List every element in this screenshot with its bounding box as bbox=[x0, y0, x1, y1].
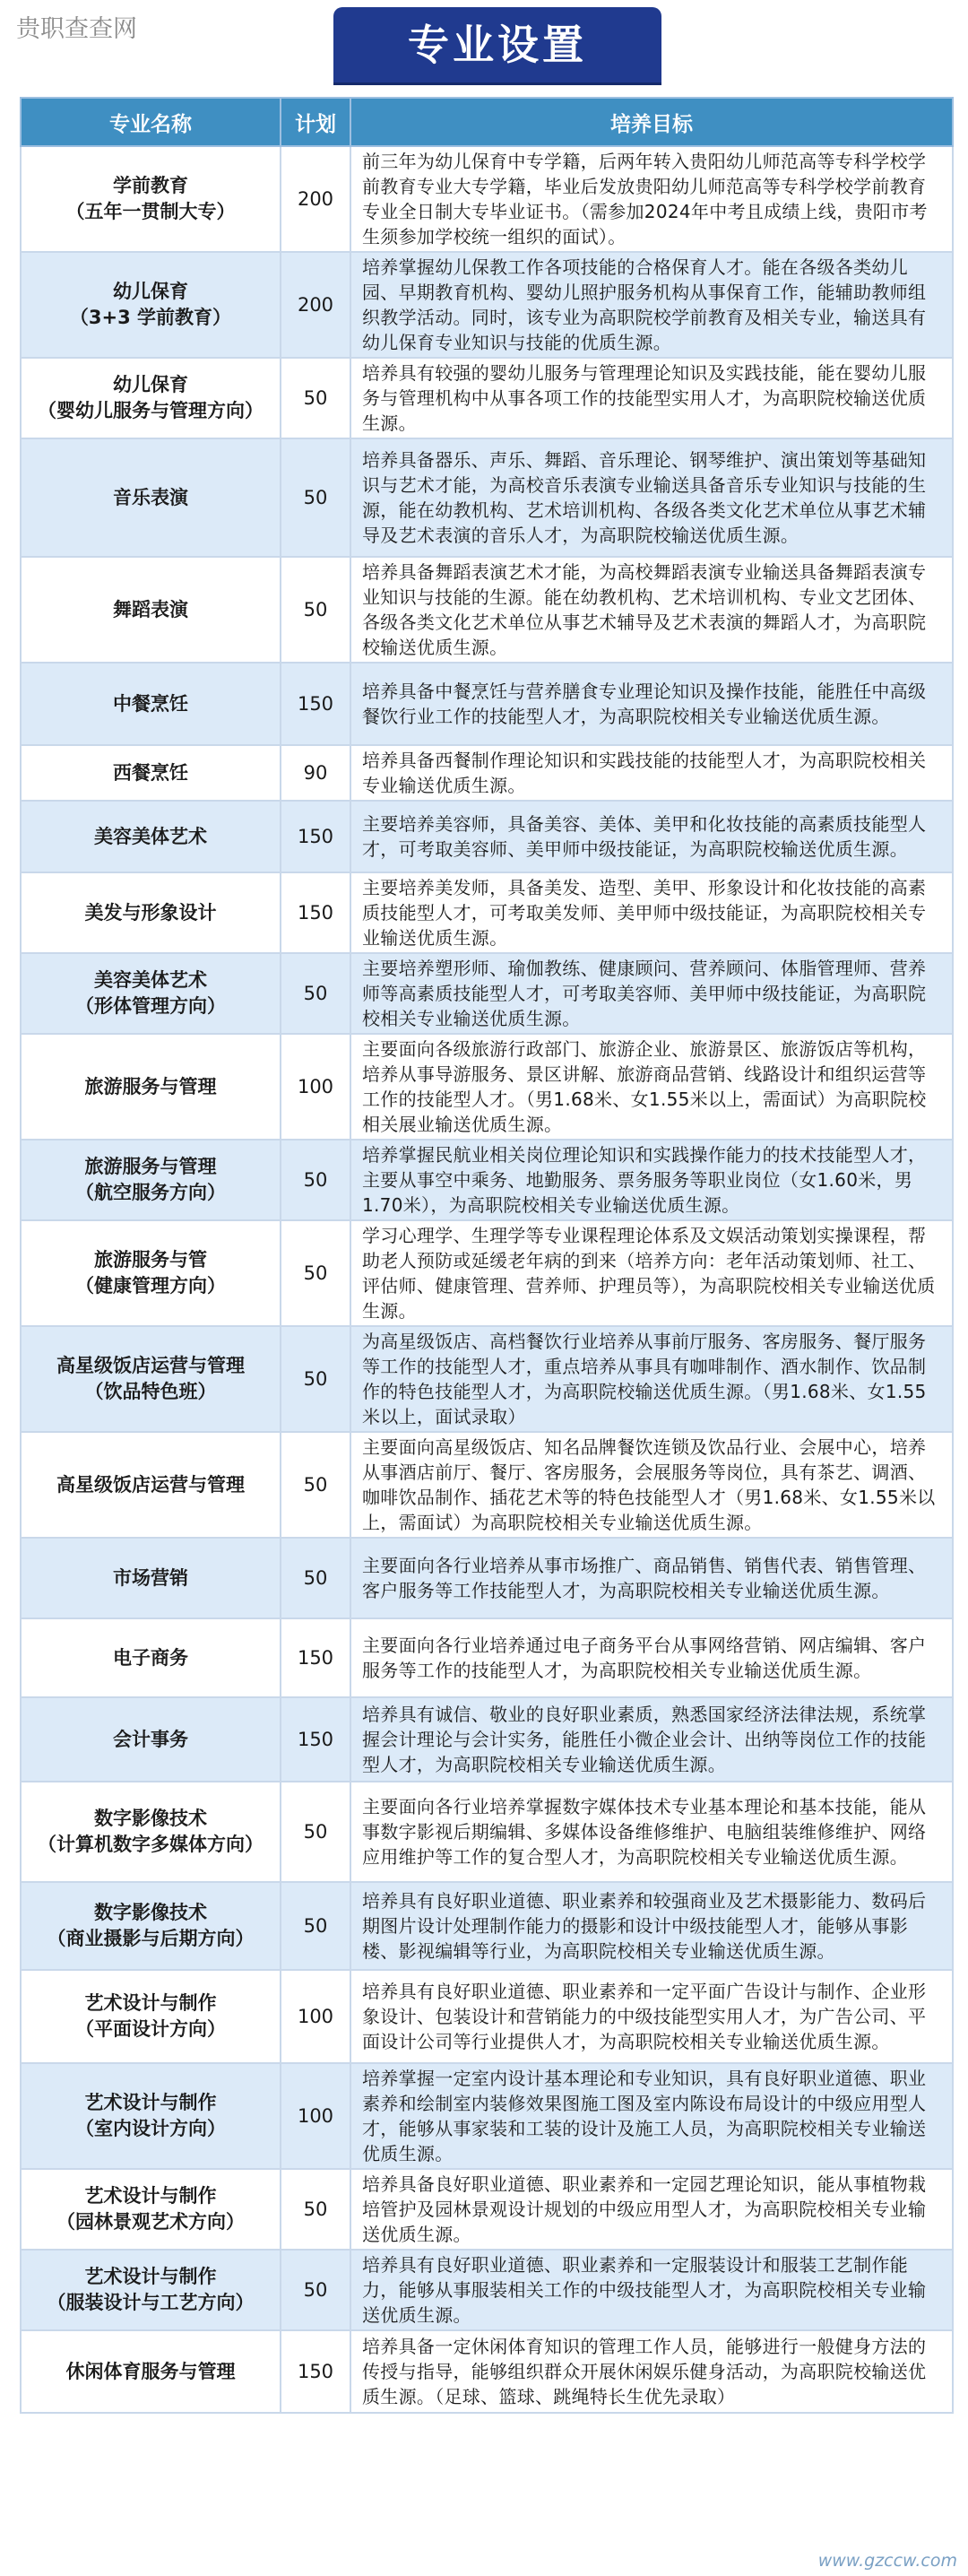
program-goal: 培养具有诚信、敬业的良好职业素质，熟悉国家经济法律法规，系统掌握会计理论与会计实务，能胜任小微企业会计、出纳等岗位工作的技能型人才，为高职院校相关专业输送优质生源。 bbox=[350, 1697, 953, 1782]
program-name bbox=[21, 801, 281, 872]
program-plan: 150 bbox=[281, 1697, 350, 1782]
table-row bbox=[21, 1034, 953, 1140]
program-plan: 50 bbox=[281, 438, 350, 557]
column-header-name: 专业名称 bbox=[21, 98, 281, 146]
page-title: 专业设置 bbox=[408, 21, 587, 69]
program-name-line: 市场营销 bbox=[113, 1566, 188, 1589]
program-name-line: 学前教育 bbox=[113, 175, 188, 196]
program-goal: 培养具备舞蹈表演艺术才能，为高校舞蹈表演专业输送具备舞蹈表演专业知识与技能的生源。能在幼教机构、艺术培训机构、专业文艺团体、各级各类文化艺术单位从事艺术辅导及艺术表演的舞蹈人才，为高职院校输送优质生源。 bbox=[350, 557, 953, 663]
program-name bbox=[21, 663, 281, 745]
table-header-row bbox=[21, 98, 953, 146]
program-name-line: 舞蹈表演 bbox=[113, 598, 188, 620]
program-name-line: 数字影像技术 bbox=[94, 1902, 207, 1923]
program-name-line: （计算机数字多媒体方向） bbox=[38, 1834, 264, 1855]
program-name bbox=[21, 1970, 281, 2063]
program-name-line: （室内设计方向） bbox=[75, 2118, 226, 2139]
program-plan: 90 bbox=[281, 745, 350, 801]
column-header-plan: 计划 bbox=[281, 98, 350, 146]
program-name-line: 艺术设计与制作 bbox=[84, 2185, 217, 2207]
table-row bbox=[21, 2330, 953, 2413]
table-row bbox=[21, 2063, 953, 2169]
program-goal: 培养具备一定休闲体育知识的管理工作人员，能够进行一般健身方法的传授与指导，能够组织群众开展休闲娱乐健身活动，为高职院校输送优质生源。（足球、篮球、跳绳特长生优先录取） bbox=[350, 2330, 953, 2413]
program-name bbox=[21, 438, 281, 557]
table-row bbox=[21, 358, 953, 438]
program-name bbox=[21, 358, 281, 438]
program-plan: 100 bbox=[281, 1970, 350, 2063]
program-goal: 培养掌握民航业相关岗位理论知识和实践操作能力的技术技能型人才，主要从事空中乘务、地勤服务、票务服务等职业岗位（女1.60米，男1.70米），为高职院校相关专业输送优质生源。 bbox=[350, 1140, 953, 1220]
program-plan: 50 bbox=[281, 953, 350, 1034]
program-name-line: 高星级饭店运营与管理 bbox=[56, 1473, 245, 1496]
program-goal: 培养具备中餐烹饪与营养膳食专业理论知识及操作技能，能胜任中高级餐饮行业工作的技能型人才，为高职院校相关专业输送优质生源。 bbox=[350, 663, 953, 745]
program-name-line: 西餐烹饪 bbox=[113, 761, 188, 784]
program-name-line: 中餐烹饪 bbox=[113, 692, 188, 715]
program-name bbox=[21, 1538, 281, 1618]
program-goal: 培养具有良好职业道德、职业素养和一定平面广告设计与制作、企业形象设计、包装设计和营销能力的中级技能型实用人才，为广告公司、平面设计公司等行业提供人才，为高职院校相关专业输送优质生源。 bbox=[350, 1970, 953, 2063]
program-name-line: （饮品特色班） bbox=[84, 1381, 217, 1402]
header bbox=[0, 0, 968, 97]
program-plan: 50 bbox=[281, 1140, 350, 1220]
program-name-line: （五年一贯制大专） bbox=[65, 201, 236, 222]
program-name bbox=[21, 2063, 281, 2169]
program-name-line: 旅游服务与管理 bbox=[84, 1156, 217, 1177]
table-row bbox=[21, 953, 953, 1034]
program-plan: 50 bbox=[281, 2169, 350, 2250]
table-row bbox=[21, 1782, 953, 1882]
table-row bbox=[21, 252, 953, 358]
program-plan: 50 bbox=[281, 358, 350, 438]
program-goal: 主要面向各行业培养通过电子商务平台从事网络营销、网店编辑、客户服务等工作的技能型人才，为高职院校相关专业输送优质生源。 bbox=[350, 1618, 953, 1697]
program-goal: 培养具备西餐制作理论知识和实践技能的技能型人才，为高职院校相关专业输送优质生源。 bbox=[350, 745, 953, 801]
program-plan: 100 bbox=[281, 1034, 350, 1140]
program-name bbox=[21, 252, 281, 358]
program-name-line: （服装设计与工艺方向） bbox=[47, 2292, 255, 2313]
title-banner bbox=[333, 7, 661, 82]
program-plan: 200 bbox=[281, 146, 350, 252]
program-goal: 培养具有良好职业道德、职业素养和较强商业及艺术摄影能力、数码后期图片设计处理制作能力的摄影和设计中级技能型人才，能够从事影楼、影视编辑等行业，为高职院校相关专业输送优质生源。 bbox=[350, 1882, 953, 1970]
program-name bbox=[21, 872, 281, 953]
table-row bbox=[21, 801, 953, 872]
program-goal: 培养具有较强的婴幼儿服务与管理理论知识及实践技能，能在婴幼儿服务与管理机构中从事各项工作的技能型实用人才，为高职院校输送优质生源。 bbox=[350, 358, 953, 438]
program-name-line: （航空服务方向） bbox=[75, 1182, 226, 1203]
program-name bbox=[21, 1432, 281, 1538]
program-plan: 50 bbox=[281, 1782, 350, 1882]
program-name-line: 艺术设计与制作 bbox=[84, 2266, 217, 2287]
program-name bbox=[21, 745, 281, 801]
program-goal: 主要培养美发师，具备美发、造型、美甲、形象设计和化妆技能的高素质技能型人才，可考取美发师、美甲师中级技能证，为高职院校相关专业输送优质生源。 bbox=[350, 872, 953, 953]
program-name bbox=[21, 2250, 281, 2330]
program-goal: 培养掌握一定室内设计基本理论和专业知识，具有良好职业道德、职业素养和绘制室内装修效果图施工图及室内陈设布局设计的中级应用型人才，能够从事家装和工装的设计及施工人员，为高职院校相关专业输送优质生源。 bbox=[350, 2063, 953, 2169]
program-plan: 150 bbox=[281, 663, 350, 745]
program-name-line: 幼儿保育 bbox=[113, 281, 188, 302]
program-goal: 培养具备器乐、声乐、舞蹈、音乐理论、钢琴维护、演出策划等基础知识与艺术才能，为高校音乐表演专业输送具备音乐专业知识与技能的生源，能在幼教机构、艺术培训机构、各级各类文化艺术单位从事艺术辅导及艺术表演的音乐人才，为高职院校输送优质生源。 bbox=[350, 438, 953, 557]
program-table-wrapper bbox=[20, 97, 952, 2414]
table-row bbox=[21, 1140, 953, 1220]
program-goal: 为高星级饭店、高档餐饮行业培养从事前厅服务、客房服务、餐厅服务等工作的技能型人才，重点培养从事具有咖啡制作、酒水制作、饮品制作的特色技能型人才，为高职院校输送优质生源。（男1.68米、女1.55米以上，面试录取） bbox=[350, 1326, 953, 1432]
program-plan: 50 bbox=[281, 1432, 350, 1538]
program-name bbox=[21, 1782, 281, 1882]
table-row bbox=[21, 872, 953, 953]
program-name-line: 美发与形象设计 bbox=[84, 901, 217, 924]
table-row bbox=[21, 1697, 953, 1782]
program-name-line: 美容美体艺术 bbox=[94, 825, 207, 847]
program-name-line: （形体管理方向） bbox=[75, 995, 226, 1017]
site-watermark: 贵职查查网 bbox=[16, 15, 137, 43]
program-plan: 150 bbox=[281, 1618, 350, 1697]
table-row bbox=[21, 438, 953, 557]
program-name bbox=[21, 1882, 281, 1970]
footer-watermark: www.gzccw.com bbox=[817, 2551, 957, 2571]
program-goal: 主要面向高星级饭店、知名品牌餐饮连锁及饮品行业、会展中心，培养从事酒店前厅、餐厅、客房服务，会展服务等岗位，具有茶艺、调酒、咖啡饮品制作、插花艺术等的特色技能型人才（男1.68米、女1.55米以上，需面试）为高职院校相关专业输送优质生源。 bbox=[350, 1432, 953, 1538]
table-row bbox=[21, 1220, 953, 1326]
program-goal: 主要培养塑形师、瑜伽教练、健康顾问、营养顾问、体脂管理师、营养师等高素质技能型人才，可考取美容师、美甲师中级技能证，为高职院校相关专业输送优质生源。 bbox=[350, 953, 953, 1034]
program-name-line: 高星级饭店运营与管理 bbox=[56, 1355, 245, 1376]
program-plan: 200 bbox=[281, 252, 350, 358]
program-goal: 培养具备良好职业道德、职业素养和一定园艺理论知识，能从事植物栽培管护及园林景观设计规划的中级应用型人才，为高职院校相关专业输送优质生源。 bbox=[350, 2169, 953, 2250]
program-plan: 150 bbox=[281, 801, 350, 872]
program-plan: 50 bbox=[281, 1538, 350, 1618]
program-name-line: （园林景观艺术方向） bbox=[56, 2211, 245, 2233]
program-goal: 主要面向各行业培养从事市场推广、商品销售、销售代表、销售管理、客户服务等工作技能型人才，为高职院校相关专业输送优质生源。 bbox=[350, 1538, 953, 1618]
program-plan: 50 bbox=[281, 557, 350, 663]
program-name bbox=[21, 1220, 281, 1326]
table-row bbox=[21, 1326, 953, 1432]
table-row bbox=[21, 146, 953, 252]
program-name-line: （健康管理方向） bbox=[75, 1275, 226, 1297]
program-goal: 主要培养美容师，具备美容、美体、美甲和化妆技能的高素质技能型人才，可考取美容师、美甲师中级技能证，为高职院校输送优质生源。 bbox=[350, 801, 953, 872]
table-row bbox=[21, 1432, 953, 1538]
program-name-line: 艺术设计与制作 bbox=[84, 1992, 217, 2014]
program-goal: 主要面向各行业培养掌握数字媒体技术专业基本理论和基本技能，能从事数字影视后期编辑、多媒体设备维修维护、电脑组装维修维护、网络应用维护等工作的复合型人才，为高职院校相关专业输送优质生源。 bbox=[350, 1782, 953, 1882]
program-name bbox=[21, 146, 281, 252]
program-plan: 50 bbox=[281, 1326, 350, 1432]
table-row bbox=[21, 557, 953, 663]
program-name-line: 音乐表演 bbox=[113, 486, 188, 508]
program-name-line: （商业摄影与后期方向） bbox=[47, 1928, 255, 1949]
table-row bbox=[21, 2250, 953, 2330]
table-body bbox=[21, 146, 953, 2413]
program-name bbox=[21, 1697, 281, 1782]
program-plan: 50 bbox=[281, 1220, 350, 1326]
program-name bbox=[21, 2169, 281, 2250]
program-table bbox=[20, 97, 954, 2414]
program-goal: 学习心理学、生理学等专业课程理论体系及文娱活动策划实操课程，帮助老人预防或延缓老年病的到来（培养方向：老年活动策划师、社工、评估师、健康管理、营养师、护理员等），为高职院校相关专业输送优质生源。 bbox=[350, 1220, 953, 1326]
program-name bbox=[21, 2330, 281, 2413]
program-plan: 150 bbox=[281, 2330, 350, 2413]
program-name-line: 幼儿保育 bbox=[113, 374, 188, 395]
program-goal: 前三年为幼儿保育中专学籍，后两年转入贵阳幼儿师范高等专科学校学前教育专业大专学籍，毕业后发放贵阳幼儿师范高等专科学校学前教育专业全日制大专毕业证书。（需参加2024年中考且成绩上线，贵阳市考生须参加学校统一组织的面试）。 bbox=[350, 146, 953, 252]
program-name-line: （3+3 学前教育） bbox=[69, 307, 232, 328]
program-name-line: 艺术设计与制作 bbox=[84, 2092, 217, 2113]
program-plan: 150 bbox=[281, 872, 350, 953]
program-plan: 50 bbox=[281, 2250, 350, 2330]
program-name-line: 美容美体艺术 bbox=[94, 969, 207, 991]
program-name bbox=[21, 1326, 281, 1432]
program-name-line: 数字影像技术 bbox=[94, 1808, 207, 1829]
column-header-goal: 培养目标 bbox=[350, 98, 953, 146]
program-name-line: （平面设计方向） bbox=[75, 2018, 226, 2040]
program-name bbox=[21, 1618, 281, 1697]
table-row bbox=[21, 745, 953, 801]
program-name bbox=[21, 1034, 281, 1140]
program-goal: 培养掌握幼儿保教工作各项技能的合格保育人才。能在各级各类幼儿园、早期教育机构、婴幼儿照护服务机构从事保育工作，能辅助教师组织教学活动。同时，该专业为高职院校学前教育及相关专业，输送具有幼儿保育专业知识与技能的优质生源。 bbox=[350, 252, 953, 358]
table-row bbox=[21, 1882, 953, 1970]
program-goal: 培养具有良好职业道德、职业素养和一定服装设计和服装工艺制作能力，能够从事服装相关工作的中级技能型人才，为高职院校相关专业输送优质生源。 bbox=[350, 2250, 953, 2330]
program-name bbox=[21, 1140, 281, 1220]
program-name-line: 旅游服务与管理 bbox=[84, 1075, 217, 1097]
table-row bbox=[21, 1970, 953, 2063]
table-row bbox=[21, 1618, 953, 1697]
program-name-line: 会计事务 bbox=[113, 1728, 188, 1750]
program-name bbox=[21, 953, 281, 1034]
table-row bbox=[21, 663, 953, 745]
program-name-line: 电子商务 bbox=[113, 1646, 188, 1669]
table-row bbox=[21, 2169, 953, 2250]
table-row bbox=[21, 1538, 953, 1618]
program-plan: 50 bbox=[281, 1882, 350, 1970]
program-name-line: 休闲体育服务与管理 bbox=[65, 2360, 236, 2382]
program-name bbox=[21, 557, 281, 663]
program-name-line: （婴幼儿服务与管理方向） bbox=[38, 400, 264, 421]
program-goal: 主要面向各级旅游行政部门、旅游企业、旅游景区、旅游饭店等机构，培养从事导游服务、景区讲解、旅游商品营销、线路设计和组织运营等工作的技能型人才。（男1.68米、女1.55米以上，需面试）为高职院校相关展业输送优质生源。 bbox=[350, 1034, 953, 1140]
program-name-line: 旅游服务与管 bbox=[94, 1249, 207, 1271]
program-plan: 100 bbox=[281, 2063, 350, 2169]
